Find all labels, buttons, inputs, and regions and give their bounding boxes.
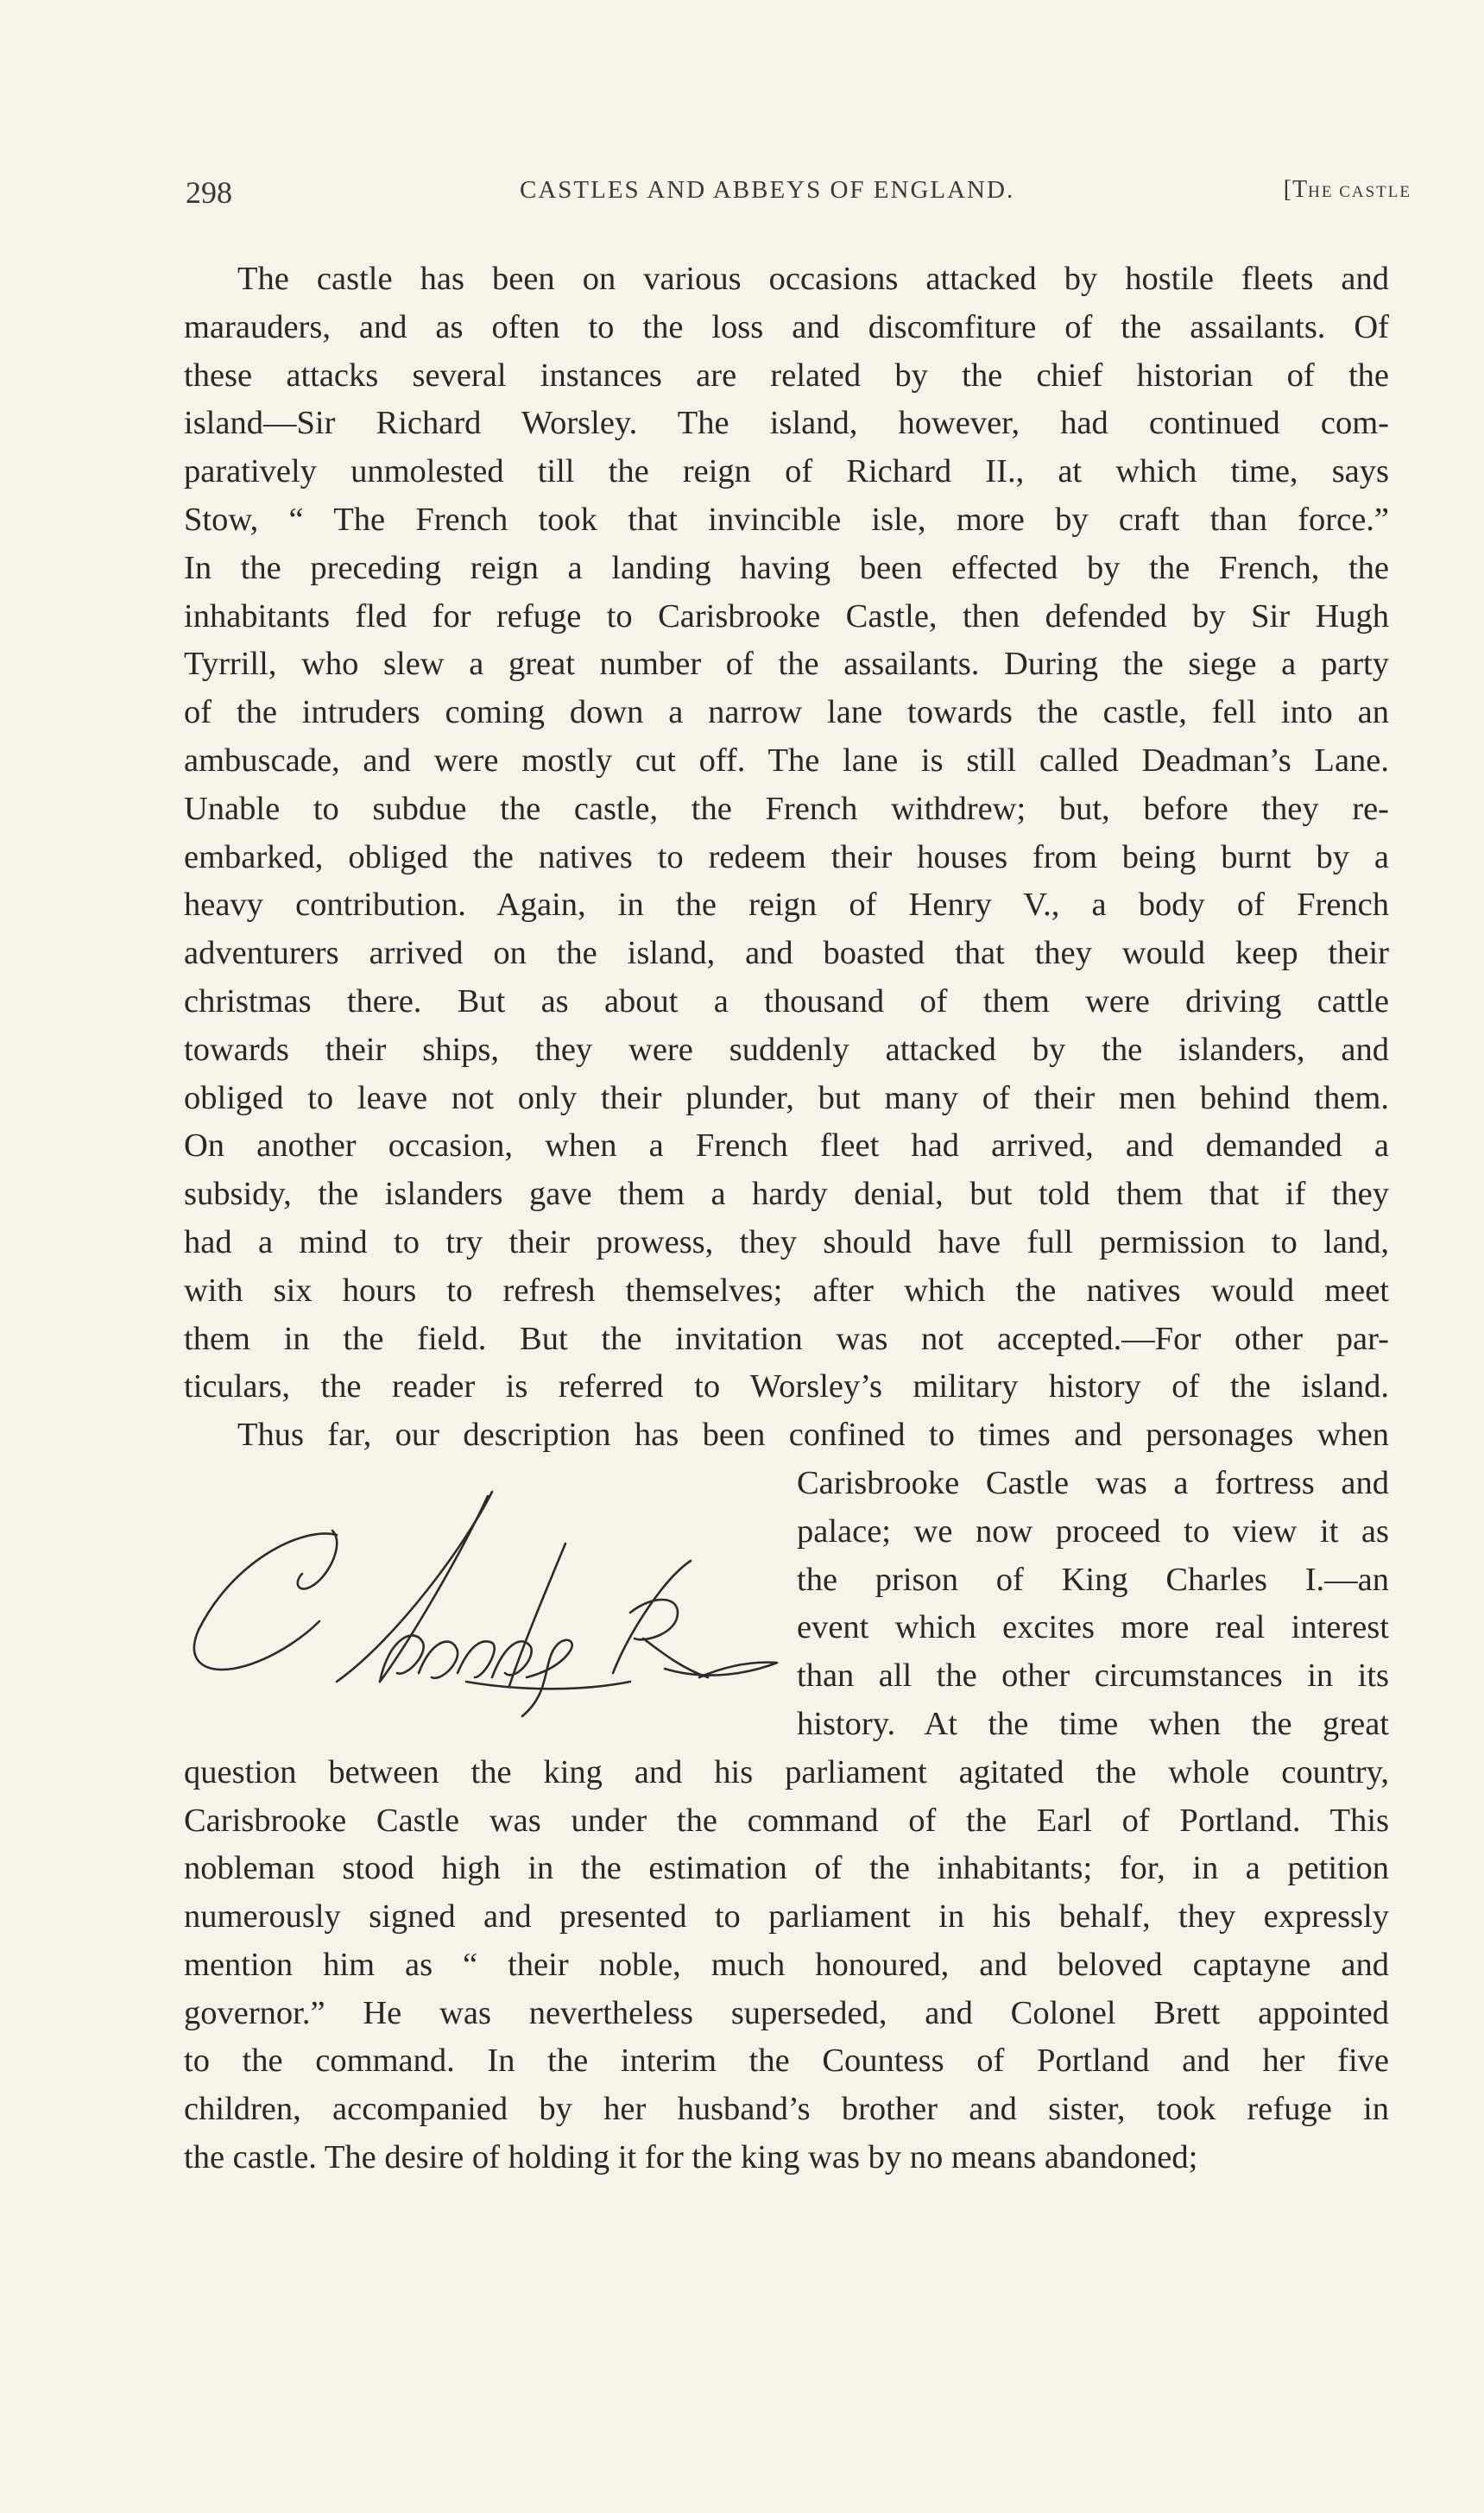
section-title-rest: HE CASTLE — [1308, 183, 1411, 201]
wrapped-line: event which excites more real interest — [797, 1609, 1389, 1646]
page-header — [186, 174, 1411, 209]
text-line: obliged to leave not only their plunder, but many of their men behind them. — [184, 1079, 1389, 1116]
text-line: christmas there. But as about a thousand of them were driving cattle — [184, 982, 1389, 1020]
text-line: towards their ships, they were suddenly attacked by the islanders, and — [184, 1031, 1389, 1068]
text-line: Tyrrill, who slew a great number of the assailants. During the siege a party — [184, 646, 1389, 683]
text-line: island—Sir Richard Worsley. The island, however, had continued com- — [184, 405, 1389, 442]
wrapped-line: Carisbrooke Castle was a fortress and — [797, 1464, 1389, 1501]
text-line: had a mind to try their prowess, they should have full permission to land, — [184, 1223, 1389, 1260]
section-title-open: [T — [1283, 176, 1309, 203]
text-line: Stow, “ The French took that invincible isle, more by craft than force.” — [184, 501, 1389, 538]
text-line: of the intruders coming down a narrow lane towards the castle, fell into an — [184, 694, 1389, 731]
text-line: nobleman stood high in the estimation of the inhabitants; for, in a petition — [184, 1850, 1389, 1887]
text-line: marauders, and as often to the loss and discomfiture of the assailants. Of — [184, 308, 1389, 345]
text-line: ambuscade, and were mostly cut off. The lane is still called Deadman’s Lane. — [184, 742, 1389, 779]
text-line: to the command. In the interim the Countess of Portland and her five — [184, 2043, 1389, 2080]
text-line: The castle has been on various occasions attacked by hostile fleets and — [237, 261, 1389, 297]
charles-signature — [181, 1466, 786, 1725]
text-line: subsidy, the islanders gave them a hardy denial, but told them that if they — [184, 1176, 1389, 1213]
text-line: embarked, obliged the natives to redeem their houses from being burnt by a — [184, 838, 1389, 875]
text-line: heavy contribution. Again, in the reign of Henry V., a body of French — [184, 887, 1389, 924]
page-number: 298 — [186, 175, 232, 210]
wrapped-line: the prison of King Charles I.—an — [797, 1561, 1389, 1598]
text-line: governor.” He was nevertheless superseded, and Colonel Brett appointed — [184, 1994, 1389, 2031]
text-line: the castle. The desire of holding it for the king was by no means abandoned; — [184, 2139, 1198, 2176]
text-line: children, accompanied by her husband’s brother and sister, took refuge in — [184, 2091, 1389, 2128]
text-line: On another occasion, when a French fleet had arrived, and demanded a — [184, 1127, 1389, 1165]
text-line: paratively unmolested till the reign of Richard II., at which time, says — [184, 453, 1389, 490]
wrapped-line: than all the other circumstances in its — [797, 1657, 1389, 1695]
text-line: Thus far, our description has been confined to times and personages when — [237, 1417, 1389, 1454]
text-line: ticulars, the reader is referred to Worsley’s military history of the island. — [184, 1368, 1389, 1405]
text-line: them in the field. But the invitation was not accepted.—For other par- — [184, 1320, 1389, 1357]
text-line: numerously signed and presented to parliament in his behalf, they expressly — [184, 1898, 1389, 1935]
wrapped-line: palace; we now proceed to view it as — [797, 1512, 1389, 1550]
signature-flourish-icon — [181, 1466, 786, 1725]
text-line: question between the king and his parliament agitated the whole country, — [184, 1753, 1389, 1790]
wrapped-line: history. At the time when the great — [797, 1705, 1389, 1742]
text-line: inhabitants fled for refuge to Carisbrooke Castle, then defended by Sir Hugh — [184, 597, 1389, 635]
text-line: with six hours to refresh themselves; after which the natives would meet — [184, 1272, 1389, 1309]
running-title: CASTLES AND ABBEYS OF ENGLAND. — [520, 176, 1015, 204]
text-line: Unable to subdue the castle, the French withdrew; but, before they re- — [184, 790, 1389, 827]
text-line: In the preceding reign a landing having been effected by the French, the — [184, 549, 1389, 586]
section-title — [1284, 176, 1411, 204]
text-line: adventurers arrived on the island, and boasted that they would keep their — [184, 935, 1389, 972]
text-line: Carisbrooke Castle was under the command of the Earl of Portland. This — [184, 1802, 1389, 1839]
text-line: mention him as “ their noble, much honoured, and beloved captayne and — [184, 1946, 1389, 1983]
body-text — [184, 256, 1389, 2182]
text-line: these attacks several instances are related by the chief historian of the — [184, 357, 1389, 394]
